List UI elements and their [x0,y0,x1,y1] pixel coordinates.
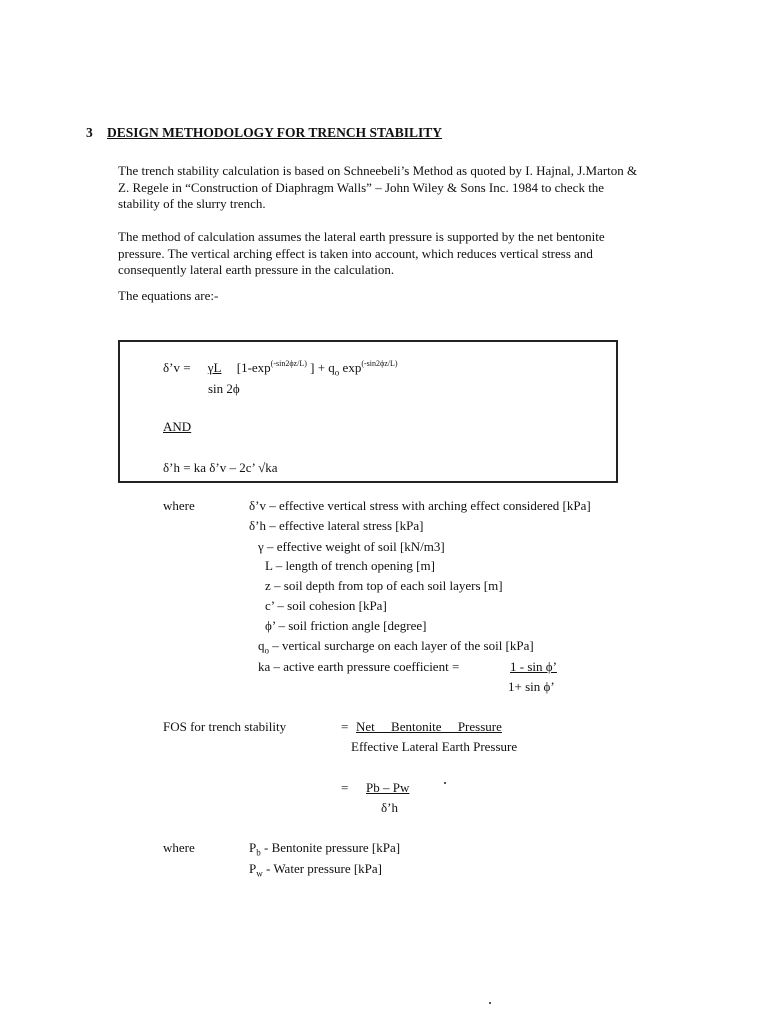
def-soil-depth: z – soil depth from top of each soil layers [m] [265,578,503,593]
def-bentonite-pressure [249,839,400,856]
def-cohesion: c’ – soil cohesion [kPa] [265,598,387,613]
fos-equals-2: = [341,780,349,795]
def-vertical-stress: δ’v – effective vertical stress with arching effect considered [kPa] [249,498,591,513]
eq1-exponent-2: (-sin2ϕz/L) [361,359,398,368]
eq1-bracket-open: [1-exp [236,360,271,375]
pb-text: - Bentonite pressure [kPa] [260,840,401,855]
scan-speck [444,782,446,784]
eq1-denominator: sin 2ϕ [208,381,240,396]
and-label: AND [163,419,192,434]
ka-denominator: 1+ sin ϕ’ [508,679,555,694]
fos-denominator-2: δ’h [381,800,398,815]
section-title: DESIGN METHODOLOGY FOR TRENCH STABILITY [107,125,443,140]
lateral-stress-equation: δ’h = ka δ’v – 2c’ √ka [163,460,278,475]
eq1-exponent-1: (-sin2ϕz/L) [270,359,307,368]
surcharge-symbol: q [258,638,265,653]
def-surcharge [258,637,534,654]
pw-subscript: w [256,868,263,879]
intro-paragraph: The trench stability calculation is based on Schneebeli’s Method as quoted by I. Hajnal, J.Marton & Z. Regele in “Construction of Diaphragm Walls” – John Wiley & Sons Inc. 1984 to check the stability of the slurry trench. [118,163,638,211]
fos-numerator-2: Pb – Pw [366,780,410,795]
method-paragraph: The method of calculation assumes the lateral earth pressure is supported by the net bentonite pressure. The vertical arching effect is taken into account, which reduces vertical stress and consequently lateral earth pressure in the calculation. [118,229,605,277]
ka-numerator: 1 - sin ϕ’ [510,659,557,674]
eq1-q-subscript: o [334,367,340,378]
eq1-exp-word: exp [342,360,362,375]
eq1-lhs: δ’v = [163,360,191,375]
eq1-bracket-close: ] + q [310,360,335,375]
def-lateral-stress: δ’h – effective lateral stress [kPa] [249,518,424,533]
fos-denominator: Effective Lateral Earth Pressure [351,739,518,754]
section-number: 3 [86,125,93,140]
def-ka: ka – active earth pressure coefficient = [258,659,460,674]
vertical-stress-equation [163,359,398,376]
pw-text: - Water pressure [kPa] [262,861,383,876]
where-label: where [163,498,195,513]
scan-speck [489,1002,491,1004]
def-soil-weight: γ – effective weight of soil [kN/m3] [258,539,445,554]
def-water-pressure [249,860,382,877]
eq1-numerator: γL [207,360,222,375]
def-friction-angle: ϕ’ – soil friction angle [degree] [265,618,427,633]
fos-label: FOS for trench stability [163,719,287,734]
fos-equals-1: = [341,719,349,734]
equation-box [118,340,618,483]
pw-symbol: P [249,861,257,876]
where-label-2: where [163,840,195,855]
surcharge-text: – vertical surcharge on each layer of the soil [kPa] [269,638,534,653]
equations-intro: The equations are:- [118,288,219,303]
surcharge-subscript: o [264,645,269,656]
pb-symbol: P [249,840,257,855]
pb-subscript: b [256,847,261,858]
def-trench-length: L – length of trench opening [m] [265,558,435,573]
fos-numerator: Net Bentonite Pressure [356,719,502,734]
